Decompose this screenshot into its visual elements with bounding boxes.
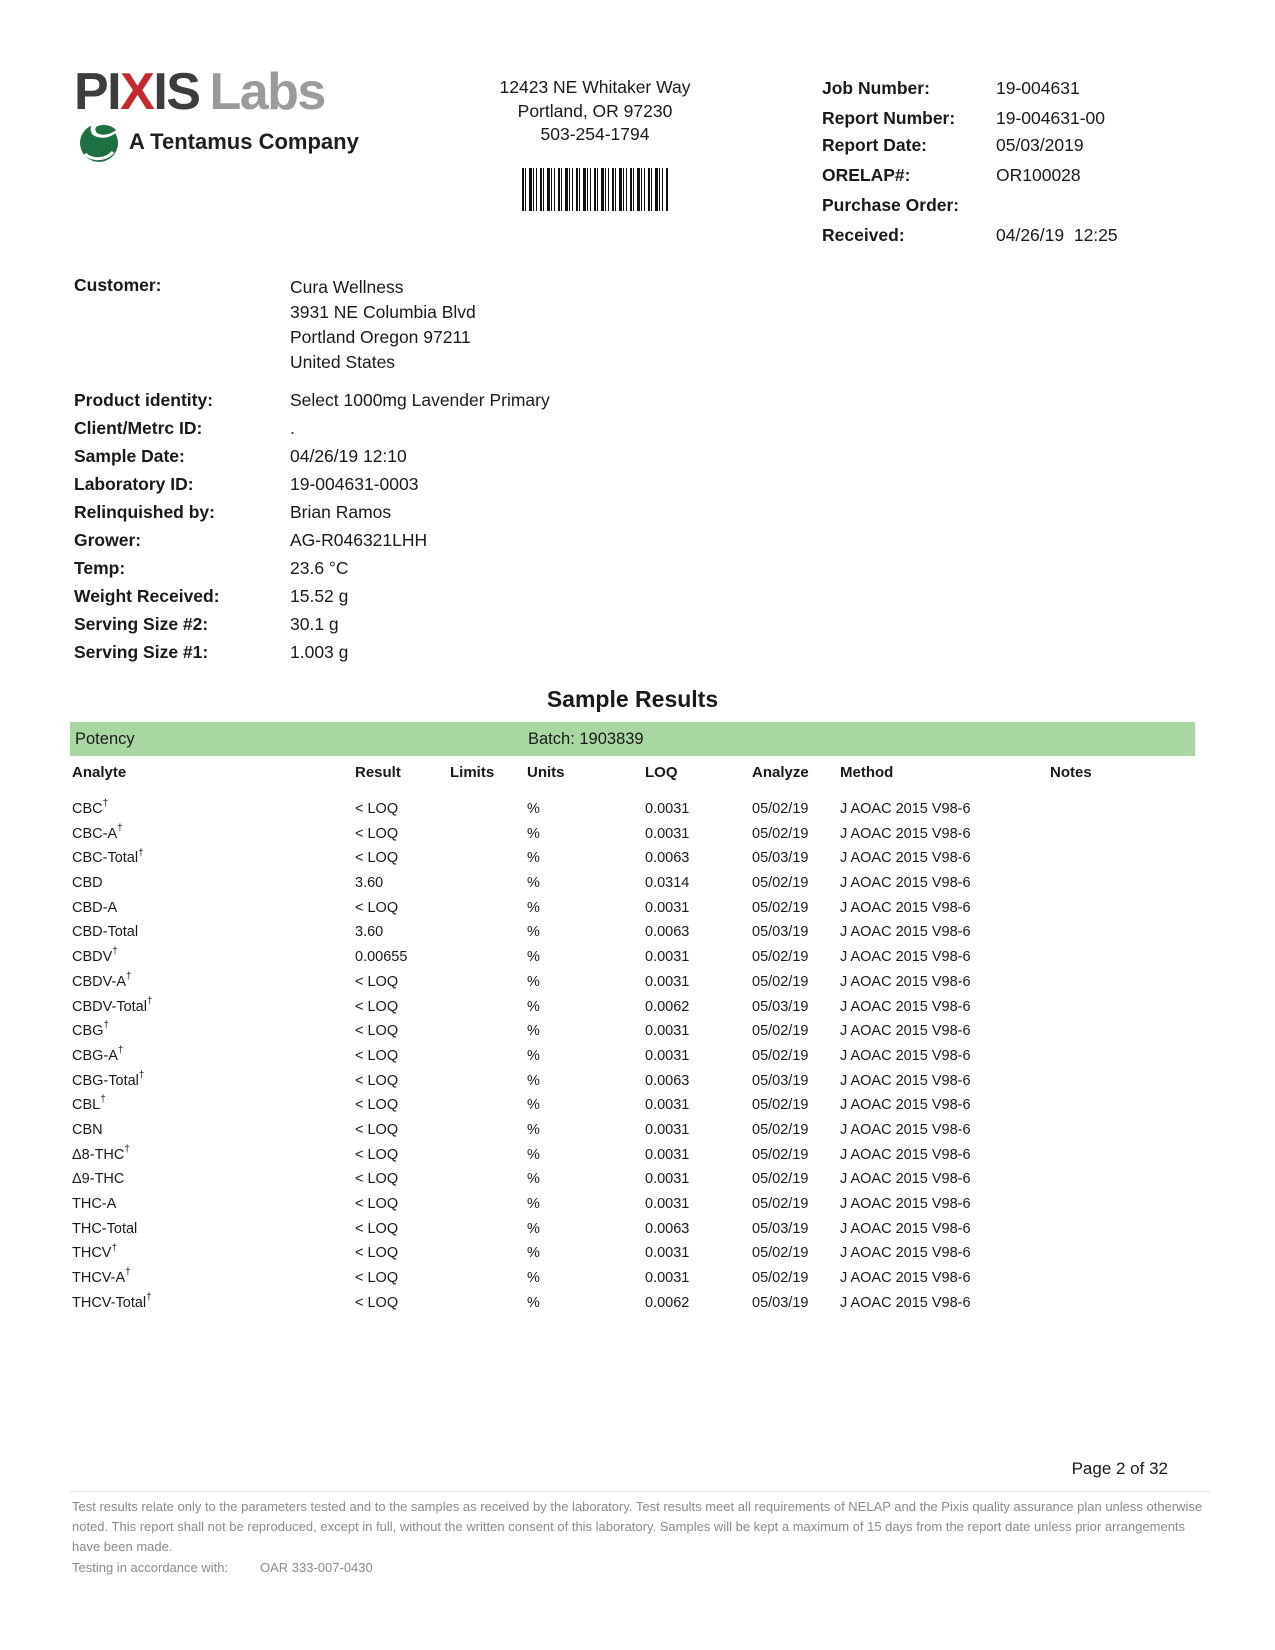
barcode — [522, 168, 668, 211]
analyze-cell: 05/02/19 — [752, 1121, 809, 1138]
analyte-cell: CBD-A — [72, 899, 118, 916]
client-metrc-id-label: Client/Metrc ID: — [74, 418, 203, 438]
analyte-cell: CBC-Total† — [72, 847, 144, 867]
loq-cell: 0.0063 — [645, 850, 690, 867]
analyte-cell: Δ8-THC† — [72, 1143, 130, 1163]
sample-info-row — [74, 558, 550, 586]
result-cell: < LOQ — [355, 899, 399, 916]
analyze-cell: 05/02/19 — [752, 1097, 809, 1114]
method-cell: J AOAC 2015 V98-6 — [840, 1121, 971, 1138]
serving-size-2-label: Serving Size #2: — [74, 614, 209, 634]
method-cell: J AOAC 2015 V98-6 — [840, 1097, 971, 1114]
units-cell: % — [527, 1023, 540, 1040]
orelap-value: OR100028 — [996, 165, 1081, 185]
result-cell: < LOQ — [355, 973, 399, 990]
table-row — [72, 1143, 1205, 1172]
table-row — [72, 822, 1205, 851]
table-row — [72, 970, 1205, 999]
method-cell: J AOAC 2015 V98-6 — [840, 1270, 971, 1287]
notes-cell — [1050, 850, 1205, 875]
loq-cell: 0.0031 — [645, 1047, 690, 1064]
footer-divider — [70, 1491, 1210, 1492]
loq-cell: 0.0062 — [645, 1294, 690, 1311]
analyte-cell: THCV† — [72, 1242, 118, 1262]
limits-cell — [450, 1221, 527, 1246]
dagger-mark: † — [126, 970, 132, 982]
analyte-cell: CBC† — [72, 798, 109, 817]
lab-address-line2: Portland, OR 97230 — [517, 100, 673, 121]
limits-cell — [450, 1023, 527, 1048]
analyze-cell: 05/02/19 — [752, 1023, 809, 1040]
limits-cell — [450, 974, 527, 999]
analyte-cell: CBL† — [72, 1094, 106, 1114]
result-cell: < LOQ — [355, 1196, 399, 1212]
col-result: Result — [355, 764, 401, 781]
analyte-cell: CBD — [72, 875, 103, 892]
analyte-cell: THC-A — [72, 1196, 117, 1212]
analyte-cell: CBDV-Total† — [72, 995, 153, 1015]
result-cell: < LOQ — [355, 1146, 399, 1163]
result-cell: < LOQ — [355, 825, 399, 842]
job-number-label: Job Number: — [822, 78, 930, 98]
lab-logo — [74, 63, 359, 163]
analyte-cell: Δ9-THC — [72, 1171, 125, 1188]
limits-cell — [450, 1048, 527, 1073]
dagger-mark: † — [103, 1020, 109, 1032]
dagger-mark: † — [146, 995, 153, 1007]
limits-cell — [450, 1122, 527, 1147]
result-cell: < LOQ — [355, 1171, 399, 1188]
notes-cell — [1050, 1221, 1205, 1246]
limits-cell — [450, 949, 527, 974]
potency-section-bar — [70, 722, 1195, 756]
units-cell: % — [527, 1220, 540, 1237]
dagger-mark: † — [138, 1069, 145, 1081]
table-row — [72, 924, 1205, 949]
limits-cell — [450, 1147, 527, 1172]
received-value: 04/26/19 12:25 — [996, 225, 1118, 245]
limits-cell — [450, 1245, 527, 1270]
method-cell: J AOAC 2015 V98-6 — [840, 875, 971, 892]
laboratory-id-value: 19-004631-0003 — [290, 474, 419, 494]
meta-row-report-date — [822, 135, 1222, 156]
method-cell: J AOAC 2015 V98-6 — [840, 1023, 971, 1040]
customer-address1: 3931 NE Columbia Blvd — [290, 302, 476, 322]
results-table-header — [72, 764, 1205, 781]
analyze-cell: 05/02/19 — [752, 825, 809, 842]
result-cell: < LOQ — [355, 1121, 399, 1138]
method-cell: J AOAC 2015 V98-6 — [840, 801, 971, 817]
loq-cell: 0.0031 — [645, 973, 690, 990]
notes-cell — [1050, 1196, 1205, 1221]
dagger-mark: † — [111, 1242, 118, 1254]
loq-cell: 0.0031 — [645, 1097, 690, 1114]
sample-date-value: 04/26/19 12:10 — [290, 446, 407, 466]
table-row — [72, 847, 1205, 875]
sample-info-row — [74, 474, 550, 502]
sample-info-row — [74, 642, 550, 670]
units-cell: % — [527, 973, 540, 990]
loq-cell: 0.0031 — [645, 949, 690, 966]
loq-cell: 0.0063 — [645, 1072, 690, 1089]
purchase-order-label: Purchase Order: — [822, 195, 960, 215]
result-cell: < LOQ — [355, 1047, 399, 1064]
weight-received-label: Weight Received: — [74, 586, 220, 606]
weight-received-value: 15.52 g — [290, 586, 349, 606]
result-cell: < LOQ — [355, 850, 399, 867]
col-method: Method — [840, 764, 894, 781]
page-number: Page 2 of 32 — [1071, 1459, 1168, 1478]
sample-info-row — [74, 418, 550, 446]
customer-section — [74, 275, 476, 375]
notes-cell — [1050, 1122, 1205, 1147]
table-row — [72, 995, 1205, 1024]
logo-tagline: A Tentamus Company — [129, 129, 359, 154]
method-cell: J AOAC 2015 V98-6 — [840, 899, 971, 916]
loq-cell: 0.0063 — [645, 1220, 690, 1237]
table-row — [72, 946, 1205, 974]
loq-cell: 0.0031 — [645, 1270, 690, 1287]
relinquished-by-value: Brian Ramos — [290, 502, 392, 522]
table-row — [72, 1196, 1205, 1221]
method-cell: J AOAC 2015 V98-6 — [840, 973, 971, 990]
table-row — [72, 875, 1205, 900]
sample-info-row — [74, 614, 550, 642]
limits-cell — [450, 1270, 527, 1295]
serving-size-1-value: 1.003 g — [290, 642, 349, 662]
customer-name: Cura Wellness — [290, 277, 404, 297]
result-cell: < LOQ — [355, 1294, 399, 1311]
limits-cell — [450, 1073, 527, 1098]
col-units: Units — [527, 764, 565, 781]
loq-cell: 0.0314 — [645, 875, 690, 892]
meta-row-purchase-order — [822, 195, 1222, 216]
temp-label: Temp: — [74, 558, 126, 578]
loq-cell: 0.0031 — [645, 1121, 690, 1138]
col-analyze: Analyze — [752, 764, 809, 781]
analyte-cell: CBG-Total† — [72, 1069, 145, 1089]
limits-cell — [450, 1171, 527, 1196]
dagger-mark: † — [100, 1094, 106, 1106]
loq-cell: 0.0031 — [645, 825, 690, 842]
sample-info-row — [74, 530, 550, 558]
method-cell: J AOAC 2015 V98-6 — [840, 998, 971, 1015]
result-cell: < LOQ — [355, 998, 399, 1015]
result-cell: 3.60 — [355, 924, 384, 941]
sample-info-row — [74, 390, 550, 418]
limits-cell — [450, 924, 527, 949]
table-row — [72, 1020, 1205, 1048]
method-cell: J AOAC 2015 V98-6 — [840, 949, 971, 966]
report-meta — [822, 78, 1222, 255]
notes-cell — [1050, 826, 1205, 851]
dagger-mark: † — [138, 847, 144, 859]
dagger-mark: † — [112, 946, 118, 958]
loq-cell: 0.0031 — [645, 1171, 690, 1188]
loq-cell: 0.0062 — [645, 998, 690, 1015]
dagger-mark: † — [125, 1267, 131, 1279]
report-number-label: Report Number: — [822, 108, 956, 128]
client-metrc-id-value: . — [290, 418, 295, 438]
table-row — [72, 1171, 1205, 1196]
notes-cell — [1050, 1295, 1205, 1320]
notes-cell — [1050, 1270, 1205, 1295]
product-identity-label: Product identity: — [74, 390, 214, 410]
notes-cell — [1050, 1073, 1205, 1098]
section-label: Potency — [75, 729, 135, 748]
relinquished-by-label: Relinquished by: — [74, 502, 215, 522]
customer-label: Customer: — [74, 275, 162, 295]
analyte-cell: THCV-A† — [72, 1267, 131, 1287]
units-cell: % — [527, 998, 540, 1015]
notes-cell — [1050, 999, 1205, 1024]
accordance-label: Testing in accordance with: — [72, 1560, 229, 1575]
result-cell: < LOQ — [355, 1097, 399, 1114]
limits-cell — [450, 801, 527, 826]
limits-cell — [450, 1097, 527, 1122]
units-cell: % — [527, 1270, 540, 1287]
analyte-cell: THC-Total — [72, 1220, 138, 1237]
footer-disclaimer: Test results relate only to the parameters tested and to the samples as received by the laboratory. Test results meet all requirements of NELAP and the Pixis quality assurance plan unless otherwise noted. This report shall not be reproduced, except in full, without the written consent of this laboratory. Samples will be kept a maximum of 15 days from the report date unless prior arrangements have been made. — [72, 1499, 1203, 1554]
analyze-cell: 05/03/19 — [752, 1294, 809, 1311]
method-cell: J AOAC 2015 V98-6 — [840, 1047, 971, 1064]
method-cell: J AOAC 2015 V98-6 — [840, 924, 971, 941]
sample-info-section — [74, 390, 550, 670]
analyze-cell: 05/03/19 — [752, 1072, 809, 1089]
method-cell: J AOAC 2015 V98-6 — [840, 850, 971, 867]
customer-address3: United States — [290, 352, 396, 372]
units-cell: % — [527, 1196, 540, 1212]
meta-row-orelap — [822, 165, 1222, 186]
result-cell: < LOQ — [355, 1072, 399, 1089]
units-cell: % — [527, 825, 540, 842]
serving-size-1-label: Serving Size #1: — [74, 642, 209, 662]
tentamus-leaf-icon — [78, 121, 120, 163]
table-row — [72, 798, 1205, 826]
analyte-cell: CBC-A† — [72, 822, 123, 842]
sample-info-row — [74, 446, 550, 474]
footer-accordance — [72, 1560, 373, 1575]
method-cell: J AOAC 2015 V98-6 — [840, 1294, 971, 1311]
units-cell: % — [527, 1146, 540, 1163]
limits-cell — [450, 826, 527, 851]
method-cell: J AOAC 2015 V98-6 — [840, 1196, 971, 1212]
customer-address2: Portland Oregon 97211 — [290, 327, 471, 347]
table-row — [72, 1267, 1205, 1295]
analyze-cell: 05/02/19 — [752, 1171, 809, 1188]
dagger-mark: † — [102, 798, 109, 810]
loq-cell: 0.0031 — [645, 1245, 690, 1262]
notes-cell — [1050, 974, 1205, 999]
analyte-cell: THCV-Total† — [72, 1291, 152, 1311]
units-cell: % — [527, 1171, 540, 1188]
dagger-mark: † — [117, 822, 123, 834]
method-cell: J AOAC 2015 V98-6 — [840, 1072, 971, 1089]
notes-cell — [1050, 801, 1205, 826]
sample-date-label: Sample Date: — [74, 446, 185, 466]
col-limits: Limits — [450, 764, 495, 781]
limits-cell — [450, 850, 527, 875]
analyte-cell: CBDV-A† — [72, 970, 132, 990]
result-cell: < LOQ — [355, 801, 399, 817]
dagger-mark: † — [124, 1143, 130, 1155]
units-cell: % — [527, 1121, 540, 1138]
sample-info-row — [74, 502, 550, 530]
analyte-cell: CBN — [72, 1121, 103, 1138]
table-row — [72, 1122, 1205, 1147]
analyze-cell: 05/02/19 — [752, 875, 809, 892]
laboratory-id-label: Laboratory ID: — [74, 474, 194, 494]
analyte-cell: CBDV† — [72, 946, 118, 966]
analyze-cell: 05/02/19 — [752, 1245, 809, 1262]
method-cell: J AOAC 2015 V98-6 — [840, 1220, 971, 1237]
loq-cell: 0.0031 — [645, 801, 690, 817]
col-analyte: Analyte — [72, 764, 127, 781]
table-row — [72, 1221, 1205, 1246]
units-cell: % — [527, 924, 540, 941]
analyze-cell: 05/03/19 — [752, 1220, 809, 1237]
analyze-cell: 05/02/19 — [752, 1146, 809, 1163]
report-number-value: 19-004631-00 — [996, 108, 1105, 128]
table-row — [72, 1242, 1205, 1270]
loq-cell: 0.0031 — [645, 1146, 690, 1163]
sample-results-title: Sample Results — [546, 686, 719, 712]
orelap-label: ORELAP#: — [822, 165, 911, 185]
result-cell: < LOQ — [355, 1220, 399, 1237]
result-cell: < LOQ — [355, 1270, 399, 1287]
result-cell: 0.00655 — [355, 949, 408, 966]
col-loq: LOQ — [645, 764, 678, 781]
logo-text-x: X — [120, 63, 154, 121]
loq-cell: 0.0031 — [645, 899, 690, 916]
report-date-value: 05/03/2019 — [996, 135, 1084, 155]
table-row — [72, 1094, 1205, 1122]
notes-cell — [1050, 875, 1205, 900]
logo-text-pi: PI — [74, 63, 121, 121]
limits-cell — [450, 900, 527, 925]
lab-address — [445, 76, 745, 147]
dagger-mark: † — [117, 1045, 124, 1057]
meta-row-received — [822, 225, 1222, 246]
table-row — [72, 900, 1205, 925]
meta-row-report-number — [822, 108, 1222, 129]
notes-cell — [1050, 1171, 1205, 1196]
loq-cell: 0.0031 — [645, 1196, 690, 1212]
result-cell: < LOQ — [355, 1023, 399, 1040]
units-cell: % — [527, 1294, 540, 1311]
analyze-cell: 05/02/19 — [752, 1196, 809, 1212]
notes-cell — [1050, 900, 1205, 925]
analyze-cell: 05/03/19 — [752, 924, 809, 941]
grower-label: Grower: — [74, 530, 142, 550]
result-cell: < LOQ — [355, 1245, 399, 1262]
analyte-cell: CBD-Total — [72, 924, 139, 941]
units-cell: % — [527, 875, 540, 892]
col-notes: Notes — [1050, 764, 1092, 781]
analyze-cell: 05/02/19 — [752, 1270, 809, 1287]
notes-cell — [1050, 924, 1205, 949]
serving-size-2-value: 30.1 g — [290, 614, 339, 634]
analyte-cell: CBG† — [72, 1020, 109, 1040]
meta-row-job-number — [822, 78, 1222, 99]
notes-cell — [1050, 1147, 1205, 1172]
units-cell: % — [527, 1047, 540, 1064]
dagger-mark: † — [146, 1291, 152, 1303]
notes-cell — [1050, 1048, 1205, 1073]
table-row — [72, 1069, 1205, 1098]
analyze-cell: 05/02/19 — [752, 973, 809, 990]
table-row — [72, 1291, 1205, 1320]
units-cell: % — [527, 1097, 540, 1114]
loq-cell: 0.0031 — [645, 1023, 690, 1040]
limits-cell — [450, 999, 527, 1024]
units-cell: % — [527, 1245, 540, 1262]
sample-info-row — [74, 586, 550, 614]
method-cell: J AOAC 2015 V98-6 — [840, 1171, 971, 1188]
units-cell: % — [527, 850, 540, 867]
logo-text-is: IS — [153, 63, 200, 121]
report-date-label: Report Date: — [822, 135, 928, 155]
analyze-cell: 05/02/19 — [752, 1047, 809, 1064]
received-label: Received: — [822, 225, 905, 245]
results-table-body — [72, 798, 1205, 1319]
analyze-cell: 05/02/19 — [752, 899, 809, 916]
batch-label: Batch: 1903839 — [528, 729, 644, 748]
limits-cell — [450, 875, 527, 900]
grower-value: AG-R046321LHH — [290, 530, 428, 550]
method-cell: J AOAC 2015 V98-6 — [840, 825, 971, 842]
notes-cell — [1050, 1023, 1205, 1048]
limits-cell — [450, 1196, 527, 1221]
analyze-cell: 05/03/19 — [752, 850, 809, 867]
units-cell: % — [527, 899, 540, 916]
analyte-cell: CBG-A† — [72, 1045, 124, 1064]
units-cell: % — [527, 1072, 540, 1089]
temp-value: 23.6 °C — [290, 558, 349, 578]
analyze-cell: 05/02/19 — [752, 949, 809, 966]
analyze-cell: 05/03/19 — [752, 998, 809, 1015]
method-cell: J AOAC 2015 V98-6 — [840, 1146, 971, 1163]
logo-text-labs: Labs — [209, 63, 325, 121]
job-number-value: 19-004631 — [996, 78, 1080, 98]
method-cell: J AOAC 2015 V98-6 — [840, 1245, 971, 1262]
notes-cell — [1050, 949, 1205, 974]
limits-cell — [450, 1295, 527, 1320]
result-cell: 3.60 — [355, 875, 384, 892]
product-identity-value: Select 1000mg Lavender Primary — [290, 390, 550, 410]
lab-address-line1: 12423 NE Whitaker Way — [499, 77, 691, 97]
notes-cell — [1050, 1245, 1205, 1270]
loq-cell: 0.0063 — [645, 924, 690, 941]
logo-wordmark — [74, 63, 359, 121]
analyze-cell: 05/02/19 — [752, 801, 809, 817]
lab-phone: 503-254-1794 — [540, 124, 650, 144]
notes-cell — [1050, 1097, 1205, 1122]
units-cell: % — [527, 949, 540, 966]
accordance-value: OAR 333-007-0430 — [260, 1560, 373, 1575]
units-cell: % — [527, 801, 540, 817]
table-row — [72, 1045, 1205, 1073]
